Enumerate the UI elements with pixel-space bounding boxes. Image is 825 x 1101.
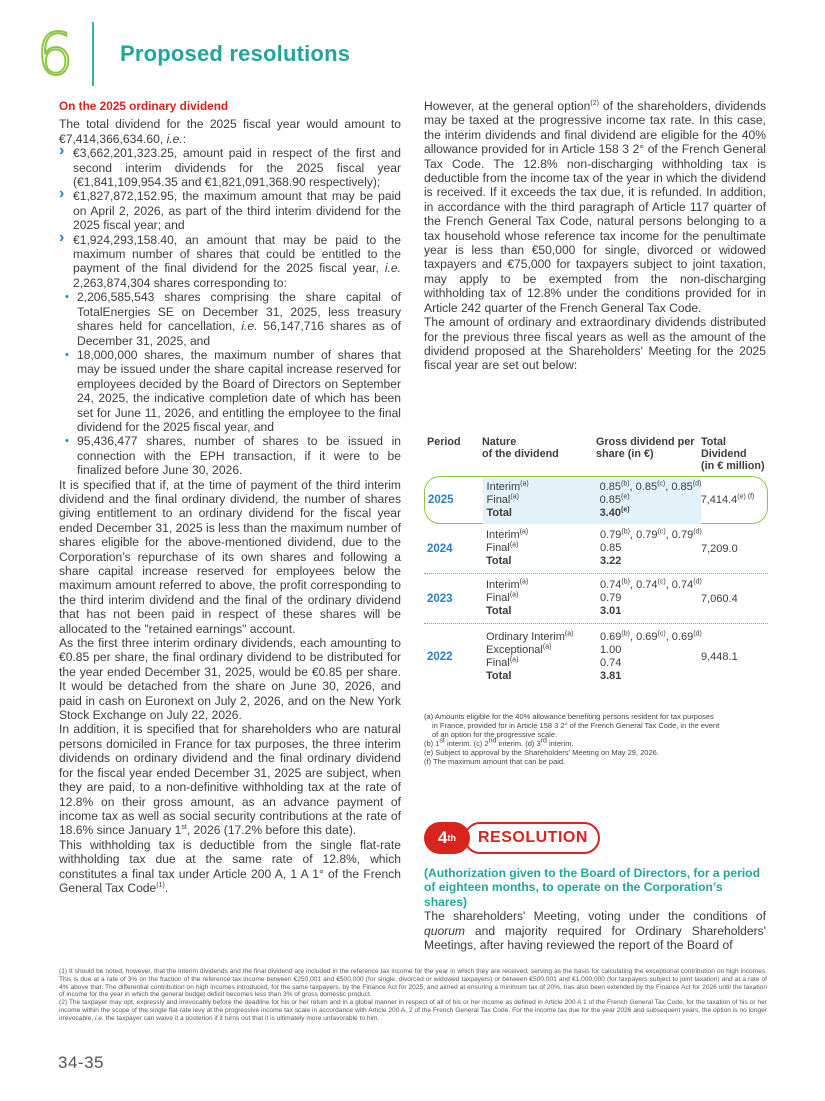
footnote: (2) The taxpayer may opt, expressly and irrevocably before the deadline for his or her return and in a global manner in respect of all of his or her income as defined in Article 200 A 1 of the French General Tax Code, for the taxation of his or her income within the scope of the single flat-rate levy at the progressive income tax scale in accordance with Article 200 A, 2 of the French General Tax Code. For the income tax due for the year 2026 and subsequent years, the option is no longer irrevocable, i.e. the taxpayer can waive it a posteriori if it turns out that it is ultimately more unfavorable to him.	[59, 999, 767, 1022]
table-row: 2023 Interim$^{(a)}$ Final$^{(a)}$ Total 0.74$^{(b)}$, 0.74$^{(c)}$, 0.74$^{(d)}$ 0.79 3.01 7,060.4	[424, 574, 768, 624]
right-column	[424, 99, 766, 373]
left-column	[59, 99, 401, 895]
bullet-item: › €3,662,201,323.25, amount paid in respect of the first and second interim dividends for the 2025 fiscal year (€1,841,109,954.35 and €1,821,091,368.90 respectively);	[59, 146, 401, 189]
resolution-text	[424, 866, 766, 952]
table-notes: (a) Amounts eligible for the 40% allowance benefiting persons resident for tax purposes in France, provided for in Article 158 3 2° of the French General Tax Code, in the event of an option for the progressive scale. (b) 1st interim. (c) 2nd interim. (d) 3rd interim. (e) Subject to approval by the Shareholders' Meeting on May 29, 2026. (f) The maximum amount that can be paid.	[424, 712, 720, 766]
paragraph: The shareholders' Meeting, voting under the conditions of quorum and majority required for Ordinary Shareholders' Meetings, after having reviewed the report of the Board of	[424, 909, 766, 953]
sub-bullet-item: • 95,436,477 shares, number of shares to be issued in connection with the EPH transaction, if it were to be finalized before June 30, 2026.	[59, 434, 401, 477]
table-row: 2022 Ordinary Interim$^{(a)}$ Exceptional$^{(a)}$ Final$^{(a)}$ Total 0.69$^{(b)}$, 0.69$^{(c)}$, 0.69$^{(d)}$ 1.00 0.74 3.81 9,448.1	[427, 630, 738, 682]
table-row: 2024 Interim$^{(a)}$ Final$^{(a)}$ Total 0.79$^{(b)}$, 0.79$^{(c)}$, 0.79$^{(d)}$ 0.85 3.22 7,209.0	[424, 524, 768, 574]
page-header	[30, 22, 350, 86]
resolution-label: RESOLUTION	[464, 822, 600, 854]
bullet-item: › €1,924,293,158.40, an amount that may be paid to the maximum number of shares that could be entitled to the payment of the final dividend for the 2025 fiscal year, i.e. 2,263,874,304 shares corresponding to:	[59, 233, 401, 291]
footnote: (1) It should be noted, however, that the interim dividends and the final dividend are included in the reference tax income for the year in which they are received, serving as the basis for calculating the exceptional contribution on high incomes. This is due at a rate of 3% on the fraction of the reference tax income between €250,001 and €500,000 (for single, divorced or widowed taxpayers) or between €500,001 and €1,000,000 (for taxpayers subject to joint taxation) and at a rate of 4% above that. The differential contribution on high incomes introduced, for the same taxpayers, by the Finance Act for 2025, and aimed at ensuring a minimum tax of 20%, has also been extended by the Finance Act for 2026 until the taxation of income for the year in which the general budget deficit becomes less than 3% of gross domestic product.	[59, 968, 767, 999]
paragraph: As the first three interim ordinary dividends, each amounting to €0.85 per share, the final ordinary dividend to be distributed for the year ended December 31, 2025, would be €0.85 per share. It would be detached from the share on June 30, 2026, and paid in cash on Euronext on July 2, 2026, and on the New York Stock Exchange on July 22, 2026.	[59, 636, 401, 723]
footnotes	[59, 968, 767, 1023]
header-divider	[92, 22, 94, 86]
paragraph: In addition, it is specified that for shareholders who are natural persons domiciled in France for tax purposes, the three interim dividends on ordinary dividend and the final ordinary dividend for the fiscal year ended December 31, 2025 are subject, when they are paid, to a non-definitive withholding tax at the rate of 12.8% on their gross amount, as an advance payment of income tax as well as social security contributions at the rate of 18.6% since January 1st, 2026 (17.2% before this date).	[59, 722, 401, 838]
section-heading: On the 2025 ordinary dividend	[59, 99, 229, 113]
page-number: 34-35	[58, 1053, 104, 1072]
intro-paragraph: The total dividend for the 2025 fiscal year would amount to €7,414,366,634.60, i.e.:	[59, 117, 401, 146]
resolution-number: 4 th	[424, 822, 470, 854]
page-title: Proposed resolutions	[120, 41, 351, 66]
resolution-heading: (Authorization given to the Board of Directors, for a period of eighteen months, to operate on the Corporation’s shares)	[424, 866, 760, 909]
bullet-item: › €1,827,872,152.95, the maximum amount that may be paid on April 2, 2026, as part of the third interim dividend for the 2025 fiscal year; and	[59, 189, 401, 232]
sub-bullet-item: • 18,000,000 shares, the maximum number of shares that may be issued under the share capital increase reserved for employees decided by the Board of Directors on September 24, 2025, the indicative completion date of which has been set for June 11, 2026, and entitling the employee to the final dividend for the 2025 fiscal year, and	[59, 348, 401, 434]
table-row: 2025 Interim$^{(a)}$ Final$^{(a)}$ Total 0.85$^{(b)}$, 0.85$^{(c)}$, 0.85$^{(d)}$ 0.85$^{(e)}$ 3.40$^{(e)}$ $7,414.4^{(e) (f)}$	[424, 476, 768, 524]
paragraph: The amount of ordinary and extraordinary dividends distributed for the previous three fiscal years as well as the amount of the dividend proposed at the Shareholders' Meeting for the 2025 fiscal year are set out below:	[424, 315, 766, 373]
paragraph: This withholding tax is deductible from the single flat-rate withholding tax due at the same rate of 12.8%, which constitutes a final tax under Article 200 A, 1 A 1° of the French General Tax Code$^{(1)}$.	[59, 837, 401, 895]
resolution-badge	[424, 822, 600, 854]
sub-bullet-item: • 2,206,585,543 shares comprising the share capital of TotalEnergies SE on December 31, 2025, less treasury shares held for cancellation, i.e. 56,147,716 shares as of December 31, 2025, and	[59, 290, 401, 348]
paragraph: It is specified that if, at the time of payment of the third interim dividend and the final ordinary dividend, the number of shares giving entitlement to an ordinary dividend for the fiscal year ended December 31, 2025 is less than the maximum number of shares eligible for the above-mentioned dividend, due to the Corporation’s repurchase of its own shares and following a share capital increase reserved for employees below the maximum amount referred to above, the profit corresponding to the third interim dividend and the final of the ordinary dividend that has not been paid in respect of these shares will be allocated to the "retained earnings" account.	[59, 477, 401, 636]
dividend-table	[424, 436, 768, 690]
chapter-number: 6	[36, 20, 74, 88]
paragraph: However, at the general option$^{(2)}$ of the shareholders, dividends may be taxed at the progressive income tax rate. In this case, the interim dividends and final dividend are eligible for the 40% allowance provided for in Article 158 3 2° of the French General Tax Code. The 12.8% non-discharging withholding tax is deductible from the income tax of the year in which the dividend is received. If it exceeds the tax due, it is refunded. In addition, in accordance with the third paragraph of Article 117 quarter of the French General Tax Code, natural persons belonging to a tax household whose reference tax income for the penultimate year is less than €50,000 for single, divorced or widowed taxpayers and €75,000 for taxpayers subject to joint taxation, may apply to be exempted from the non-discharging withholding tax of 12.8% under the conditions provided for in Article 242 quarter of the French General Tax Code.	[424, 99, 767, 315]
table-header: Period Nature of the dividend Gross dividend per share (in €) Total Dividend (in € million)	[427, 436, 765, 472]
